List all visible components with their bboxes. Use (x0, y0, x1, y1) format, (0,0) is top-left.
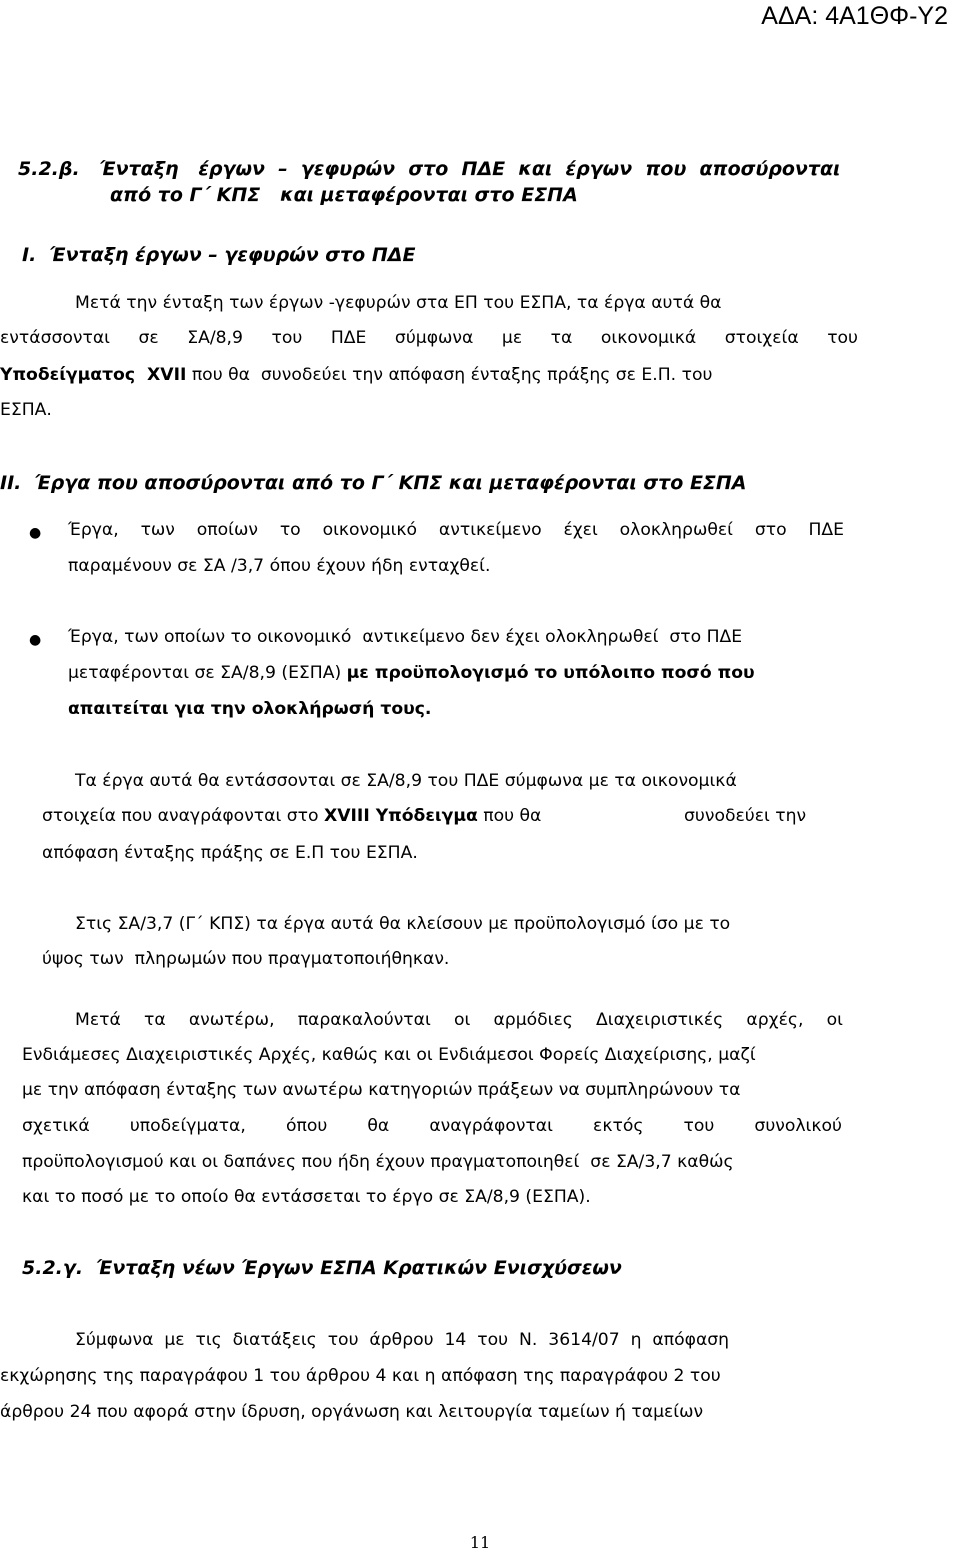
word: υποδείγματα, (129, 1116, 246, 1136)
word: οικονομικό (322, 520, 418, 540)
word: οι (453, 1010, 471, 1030)
word: αρμόδιες (493, 1010, 573, 1030)
word: θα (367, 1116, 390, 1136)
word: αναγράφονται (429, 1116, 553, 1136)
word: ΠΔΕ (808, 520, 844, 540)
emphasis: με προϋπολογισμό το υπόλοιπο ποσό που (346, 663, 755, 683)
para-3-line2: Ενδιάμεσες Διαχειριστικές Αρχές, καθώς και οι Ενδιάμεσοι Φορείς Διαχείρισης, μαζί (22, 1045, 756, 1065)
word: στο (754, 520, 787, 540)
bullet-2-line3: απαιτείται για την ολοκλήρωσή τους. (68, 699, 432, 719)
bullet-1-line2: παραμένουν σε ΣΑ /3,7 όπου έχουν ήδη ενταχθεί. (68, 556, 491, 576)
word: του (827, 328, 858, 348)
word: στοιχεία (724, 328, 799, 348)
bullet-2-line1: Έργα, των οποίων το οικονομικό αντικείμενο δεν έχει ολοκληρωθεί στο ΠΔΕ (68, 627, 743, 647)
word: σχετικά (22, 1116, 90, 1136)
word: Έργα, (68, 520, 119, 540)
word: σύμφωνα (394, 328, 474, 348)
sub-1-line3 (0, 365, 712, 385)
word: του (683, 1116, 715, 1136)
para-3-line5: προϋπολογισμού και οι δαπάνες που ήδη έχουν πραγματοποιηθεί σε ΣΑ/3,7 καθώς (22, 1152, 734, 1172)
word: τα (550, 328, 573, 348)
para-3-line6: και το ποσό με το οποίο θα εντάσσεται το έργο σε ΣΑ/8,9 (ΕΣΠΑ). (22, 1187, 591, 1207)
sub-1-line1: Μετά την ένταξη των έργων -γεφυρών στα ΕΠ του ΕΣΠΑ, τα έργα αυτά θα (75, 293, 722, 313)
word: Μετά (75, 1010, 121, 1030)
word: εντάσσονται (0, 328, 110, 348)
word: αντικείμενο (438, 520, 542, 540)
word: αρχές, (746, 1010, 804, 1030)
word: παρακαλούνται (297, 1010, 431, 1030)
text: στοιχεία που αναγράφονται στο (42, 806, 324, 826)
para-1-line3: απόφαση ένταξης πράξης σε Ε.Π του ΕΣΠΑ. (42, 843, 418, 863)
text: μεταφέρονται σε ΣΑ/8,9 (ΕΣΠΑ) (68, 663, 347, 683)
para-3-line3: με την απόφαση ένταξης των ανωτέρω κατηγοριών πράξεων να συμπληρώνουν τα (22, 1080, 741, 1100)
word: οικονομικά (600, 328, 697, 348)
para-3-line4 (22, 1116, 842, 1136)
bullet-1-line1 (68, 520, 844, 540)
word: σε (138, 328, 159, 348)
word: συνολικού (754, 1116, 842, 1136)
bullet-2-line2 (68, 663, 755, 683)
word: έχει (563, 520, 598, 540)
word: με (501, 328, 523, 348)
template-ref: Υποδείγματος ΧVΙΙ (0, 365, 187, 385)
text: που θα συνοδεύει την απόφαση ένταξης πράξης σε Ε.Π. του (186, 365, 713, 385)
page-number: 11 (469, 1533, 491, 1552)
section-c-line1: Σύμφωνα με τις διατάξεις του άρθρου 14 του Ν. 3614/07 η απόφαση (75, 1330, 730, 1350)
word: τα (143, 1010, 166, 1030)
word: του (271, 328, 303, 348)
section-c-line3: άρθρου 24 που αφορά στην ίδρυση, οργάνωση και λειτουργία ταμείων ή ταμείων (0, 1402, 704, 1422)
word: ΠΔΕ (330, 328, 367, 348)
word: το (279, 520, 301, 540)
word: Διαχειριστικές (596, 1010, 724, 1030)
section-c-heading: 5.2.γ. Ένταξη νέων Έργων ΕΣΠΑ Κρατικών Ενισχύσεων (22, 1257, 622, 1279)
bullet-icon: ● (29, 525, 42, 541)
word: οποίων (196, 520, 258, 540)
text: που θα (477, 806, 542, 826)
sub-2-heading: ΙΙ. Έργα που αποσύρονται από το Γ΄ ΚΠΣ και μεταφέρονται στο ΕΣΠΑ (0, 472, 747, 494)
sub-1-line2 (0, 328, 858, 348)
section-c-line2: εκχώρησης της παραγράφου 1 του άρθρου 4 και η απόφαση της παραγράφου 2 του (0, 1366, 721, 1386)
para-2-line2: ύψος των πληρωμών που πραγματοποιήθηκαν. (42, 949, 450, 969)
word: ολοκληρωθεί (619, 520, 733, 540)
para-3-line1 (75, 1010, 843, 1030)
ada-code: ΑΔΑ: 4Α1ΘΦ-Υ2 (761, 2, 948, 30)
word: όπου (285, 1116, 328, 1136)
section-b-heading-line1: 5.2.β. Ένταξη έργων – γεφυρών στο ΠΔΕ και έργων που αποσύρονται (18, 158, 841, 180)
sub-1-heading: Ι. Ένταξη έργων – γεφυρών στο ΠΔΕ (22, 244, 416, 266)
word: εκτός (593, 1116, 644, 1136)
template-ref: XVIII Υπόδειγμα (323, 806, 478, 826)
para-1-line2-end: συνοδεύει την (684, 806, 807, 826)
para-1-line2 (42, 806, 541, 826)
sub-1-line4: ΕΣΠΑ. (0, 400, 52, 420)
word: των (140, 520, 175, 540)
word: ΣΑ/8,9 (187, 328, 243, 348)
para-2-line1: Στις ΣΑ/3,7 (Γ΄ ΚΠΣ) τα έργα αυτά θα κλείσουν με προϋπολογισμό ίσο με το (75, 914, 731, 934)
para-1-line1: Τα έργα αυτά θα εντάσσονται σε ΣΑ/8,9 του ΠΔΕ σύμφωνα με τα οικονομικά (75, 771, 737, 791)
section-b-heading-line2: από το Γ΄ ΚΠΣ και μεταφέρονται στο ΕΣΠΑ (110, 184, 578, 206)
word: οι (826, 1010, 843, 1030)
bullet-icon: ● (29, 632, 42, 648)
word: ανωτέρω, (188, 1010, 275, 1030)
